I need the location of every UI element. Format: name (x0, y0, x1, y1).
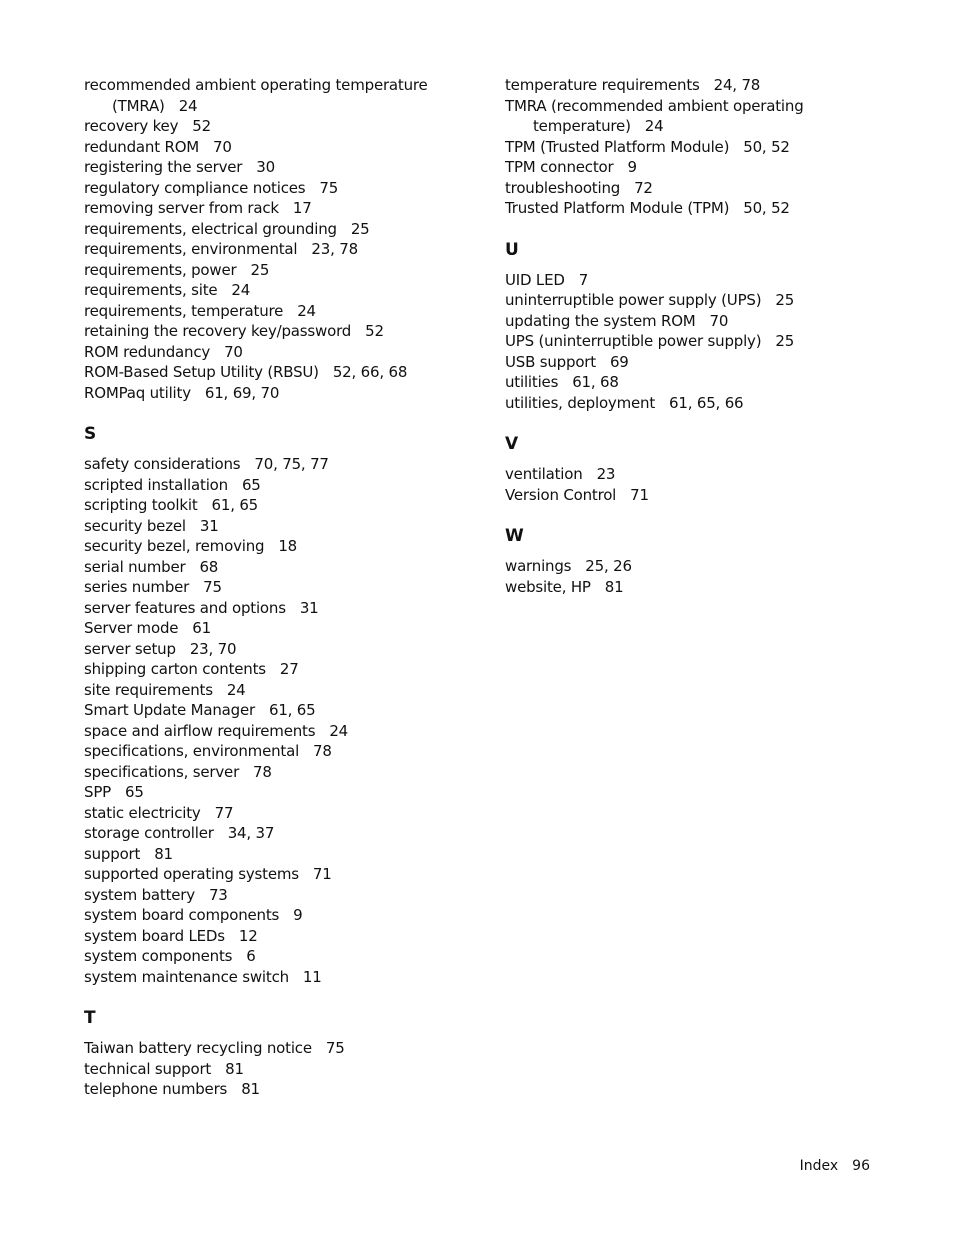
index-term: troubleshooting (505, 178, 621, 197)
index-page-ref[interactable]: 70 (709, 311, 729, 330)
index-page-ref[interactable]: 23 (596, 465, 616, 483)
index-term-continuation-text: temperature) (533, 117, 631, 135)
index-term: server setup (84, 639, 176, 658)
index-page-ref[interactable]: 52 (365, 322, 384, 340)
index-page-ref[interactable]: 52 (192, 117, 211, 135)
index-page-ref[interactable]: 25 (250, 260, 270, 279)
index-entry (84, 721, 484, 742)
index-entry (84, 639, 484, 660)
index-page-ref[interactable]: 18 (278, 537, 298, 555)
index-entry (84, 137, 484, 158)
index-entry (84, 116, 484, 137)
index-page-ref[interactable]: 61 (192, 619, 211, 637)
index-term: support (84, 844, 141, 863)
index-term: scripted installation (84, 475, 228, 494)
index-term: serial number (84, 557, 186, 576)
index-page-ref[interactable]: 81 (604, 577, 624, 596)
index-page-ref[interactable]: 11 (302, 967, 322, 986)
index-page-ref[interactable]: 68 (199, 557, 219, 576)
index-page-ref[interactable]: 61, 65, 66 (669, 393, 744, 412)
index-page-ref[interactable]: 24 (231, 281, 251, 299)
page-footer (800, 1158, 870, 1174)
index-entry (505, 372, 925, 393)
index-entry (505, 393, 925, 414)
index-page-ref[interactable]: 6 (246, 947, 256, 965)
index-page-ref[interactable]: 71 (630, 485, 649, 504)
index-entry (505, 556, 925, 577)
index-term: recovery key (84, 117, 179, 135)
index-entry (84, 362, 484, 383)
index-term: Trusted Platform Module (TPM) (505, 199, 730, 217)
index-page-ref[interactable]: 61, 65 (268, 701, 316, 719)
index-term: supported operating systems (84, 865, 299, 883)
index-term-continuation (84, 96, 484, 117)
index-page-ref[interactable]: 50, 52 (743, 199, 790, 217)
index-term: static electricity (84, 803, 201, 822)
index-page-ref[interactable]: 31 (299, 598, 319, 617)
index-entry (84, 516, 484, 537)
index-term: system maintenance switch (84, 967, 289, 986)
index-page-ref[interactable]: 7 (578, 270, 589, 289)
index-entry (84, 342, 484, 363)
index-term: utilities, deployment (505, 393, 656, 412)
index-entry (84, 659, 484, 680)
index-entry (505, 464, 925, 485)
index-term: updating the system ROM (505, 311, 696, 330)
index-page-ref[interactable]: 75 (319, 178, 339, 197)
index-column-left (84, 75, 484, 1100)
index-entry (84, 1079, 484, 1100)
index-term: Smart Update Manager (84, 701, 255, 719)
index-entry (84, 301, 484, 322)
index-entry (84, 475, 484, 496)
index-term: system board components (84, 906, 280, 924)
index-entry (84, 762, 484, 783)
index-entry (84, 864, 484, 885)
index-term: space and airflow requirements (84, 721, 316, 740)
index-page-ref[interactable]: 24 (644, 117, 664, 135)
index-entry (84, 577, 484, 598)
index-page-ref[interactable]: 24 (178, 96, 198, 115)
index-entry (84, 239, 484, 260)
index-entry (505, 270, 925, 291)
index-page-ref[interactable]: 65 (241, 475, 261, 494)
index-entry (84, 557, 484, 578)
index-entry (505, 198, 925, 219)
index-entry (84, 926, 484, 947)
index-entry (505, 137, 925, 158)
index-page-ref[interactable]: 27 (279, 660, 299, 678)
index-entry (505, 331, 925, 352)
index-term: UPS (uninterruptible power supply) (505, 332, 762, 350)
index-entry (84, 495, 484, 516)
index-page-ref[interactable]: 24, 78 (713, 76, 761, 94)
index-term: USB support (505, 352, 596, 371)
index-entry (84, 454, 484, 475)
index-letter-heading: S (84, 424, 97, 444)
index-entry (84, 967, 484, 988)
index-term: security bezel, removing (84, 537, 265, 555)
index-entry (84, 700, 484, 721)
footer-label: Index (799, 1158, 839, 1174)
index-entry (84, 383, 484, 404)
index-entry (84, 885, 484, 906)
index-term: removing server from rack (84, 199, 279, 217)
index-term: system components (84, 947, 233, 965)
index-term: ROMPaq utility (84, 383, 191, 402)
index-entry (505, 485, 925, 506)
index-entry (84, 946, 484, 967)
index-page-ref[interactable]: 30 (256, 158, 275, 176)
index-term: technical support (84, 1059, 212, 1078)
index-page-ref[interactable]: 78 (253, 762, 272, 781)
index-entry (84, 321, 484, 342)
index-entry (84, 260, 484, 281)
index-term: regulatory compliance notices (84, 178, 306, 197)
index-term: server features and options (84, 598, 286, 617)
index-entry (84, 823, 484, 844)
index-page-ref[interactable]: 24 (297, 301, 316, 320)
index-page-ref[interactable]: 61, 69, 70 (204, 383, 280, 402)
index-entry (84, 1038, 484, 1059)
index-entry (84, 598, 484, 619)
index-term: system board LEDs (84, 926, 225, 945)
index-term: redundant ROM (84, 137, 200, 156)
index-page-ref[interactable]: 69 (609, 352, 629, 371)
index-entry (84, 178, 484, 199)
index-term: requirements, electrical grounding (84, 219, 337, 238)
index-page-ref[interactable]: 71 (312, 865, 332, 883)
index-page-ref[interactable]: 61, 68 (572, 373, 619, 391)
index-entry (84, 618, 484, 639)
index-entry (84, 219, 484, 240)
index-page-ref[interactable]: 23, 78 (311, 240, 358, 258)
index-term: recommended ambient operating temperature (84, 76, 428, 94)
index-entry (84, 536, 484, 557)
index-entry (505, 96, 925, 137)
index-page-ref[interactable]: 81 (154, 844, 173, 863)
index-term: ventilation (505, 465, 583, 483)
index-column-right (505, 75, 925, 597)
index-term: website, HP (505, 577, 591, 596)
index-page-ref[interactable]: 23, 70 (189, 639, 237, 658)
index-entry (505, 577, 925, 598)
index-page-ref[interactable]: 31 (199, 516, 219, 535)
index-page-ref[interactable]: 72 (634, 178, 653, 197)
index-page-ref[interactable]: 65 (125, 783, 144, 801)
index-term: shipping carton contents (84, 660, 266, 678)
index-page-ref[interactable]: 9 (627, 158, 637, 176)
index-entry (505, 75, 925, 96)
index-entry (84, 803, 484, 824)
index-letter-heading: U (505, 239, 519, 260)
index-term: scripting toolkit (84, 496, 198, 514)
index-page-ref[interactable]: 25 (350, 219, 370, 238)
index-page-ref[interactable]: 78 (313, 742, 332, 760)
index-term: temperature requirements (505, 76, 700, 94)
index-page-ref[interactable]: 25 (775, 291, 795, 309)
index-entry (84, 905, 484, 926)
index-page-ref[interactable]: 25, 26 (585, 557, 632, 575)
index-entry (84, 157, 484, 178)
index-entry (505, 311, 925, 332)
index-page-ref[interactable]: 70 (224, 342, 243, 361)
index-page-ref[interactable]: 61, 65 (211, 496, 259, 514)
index-entry (84, 741, 484, 762)
index-entry (505, 178, 925, 199)
index-entry (505, 352, 925, 373)
index-entry (505, 290, 925, 311)
index-term: TMRA (recommended ambient operating (505, 96, 804, 115)
index-term: requirements, temperature (84, 301, 284, 320)
index-term-continuation (505, 116, 925, 137)
index-page-ref[interactable]: 25 (775, 332, 795, 350)
index-entry (84, 198, 484, 219)
index-term: uninterruptible power supply (UPS) (505, 291, 762, 309)
index-term: safety considerations (84, 455, 241, 473)
index-entry (84, 782, 484, 803)
index-letter-heading: V (505, 434, 519, 454)
index-term: registering the server (84, 158, 243, 176)
index-page-ref[interactable]: 70 (213, 137, 232, 156)
index-page-ref[interactable]: 24 (329, 721, 349, 740)
index-term: security bezel (84, 516, 186, 535)
index-term: specifications, environmental (84, 742, 300, 760)
index-term-continuation-text: (TMRA) (112, 96, 165, 115)
index-term: ROM-Based Setup Utility (RBSU) (84, 363, 319, 381)
index-letter-heading: W (505, 526, 524, 546)
index-term: telephone numbers (84, 1080, 228, 1098)
index-term: requirements, power (84, 260, 237, 279)
index-page-ref[interactable]: 24 (226, 680, 246, 699)
index-page-ref[interactable]: 34, 37 (227, 824, 275, 842)
index-term: ROM redundancy (84, 342, 211, 361)
index-page-ref[interactable]: 12 (238, 926, 258, 945)
index-term: site requirements (84, 680, 213, 699)
index-entry (84, 680, 484, 701)
index-entry (84, 1059, 484, 1080)
index-page-ref[interactable]: 81 (241, 1080, 260, 1098)
index-term: storage controller (84, 824, 214, 842)
index-page-ref[interactable]: 73 (208, 885, 228, 904)
index-page-ref[interactable]: 75 (325, 1039, 345, 1057)
index-term: warnings (505, 557, 572, 575)
index-entry (84, 75, 484, 116)
index-term: series number (84, 578, 190, 596)
index-page-ref[interactable]: 81 (225, 1059, 244, 1078)
index-term: system battery (84, 885, 195, 904)
index-letter-heading: T (84, 1008, 96, 1028)
index-term: Version Control (505, 485, 617, 504)
index-page-ref[interactable]: 52, 66, 68 (332, 363, 408, 381)
index-term: retaining the recovery key/password (84, 322, 352, 340)
index-page-ref[interactable]: 77 (214, 803, 234, 822)
index-entry (505, 157, 925, 178)
index-page-ref[interactable]: 17 (292, 199, 312, 217)
index-term: TPM connector (505, 158, 614, 176)
index-term: UID LED (505, 270, 565, 289)
index-term: TPM (Trusted Platform Module) (505, 137, 730, 156)
index-term: Server mode (84, 619, 179, 637)
index-entry (84, 844, 484, 865)
index-page-ref[interactable]: 70, 75, 77 (254, 455, 329, 473)
index-term: utilities (505, 373, 559, 391)
index-term: Taiwan battery recycling notice (84, 1039, 312, 1057)
index-term: requirements, environmental (84, 240, 298, 258)
index-page-ref[interactable]: 9 (293, 906, 303, 924)
index-entry (84, 280, 484, 301)
index-term: specifications, server (84, 762, 240, 781)
index-page-ref[interactable]: 75 (203, 578, 222, 596)
index-term: requirements, site (84, 281, 218, 299)
index-term: SPP (84, 783, 112, 801)
footer-page-number: 96 (852, 1158, 870, 1174)
index-page-ref[interactable]: 50, 52 (743, 137, 790, 156)
